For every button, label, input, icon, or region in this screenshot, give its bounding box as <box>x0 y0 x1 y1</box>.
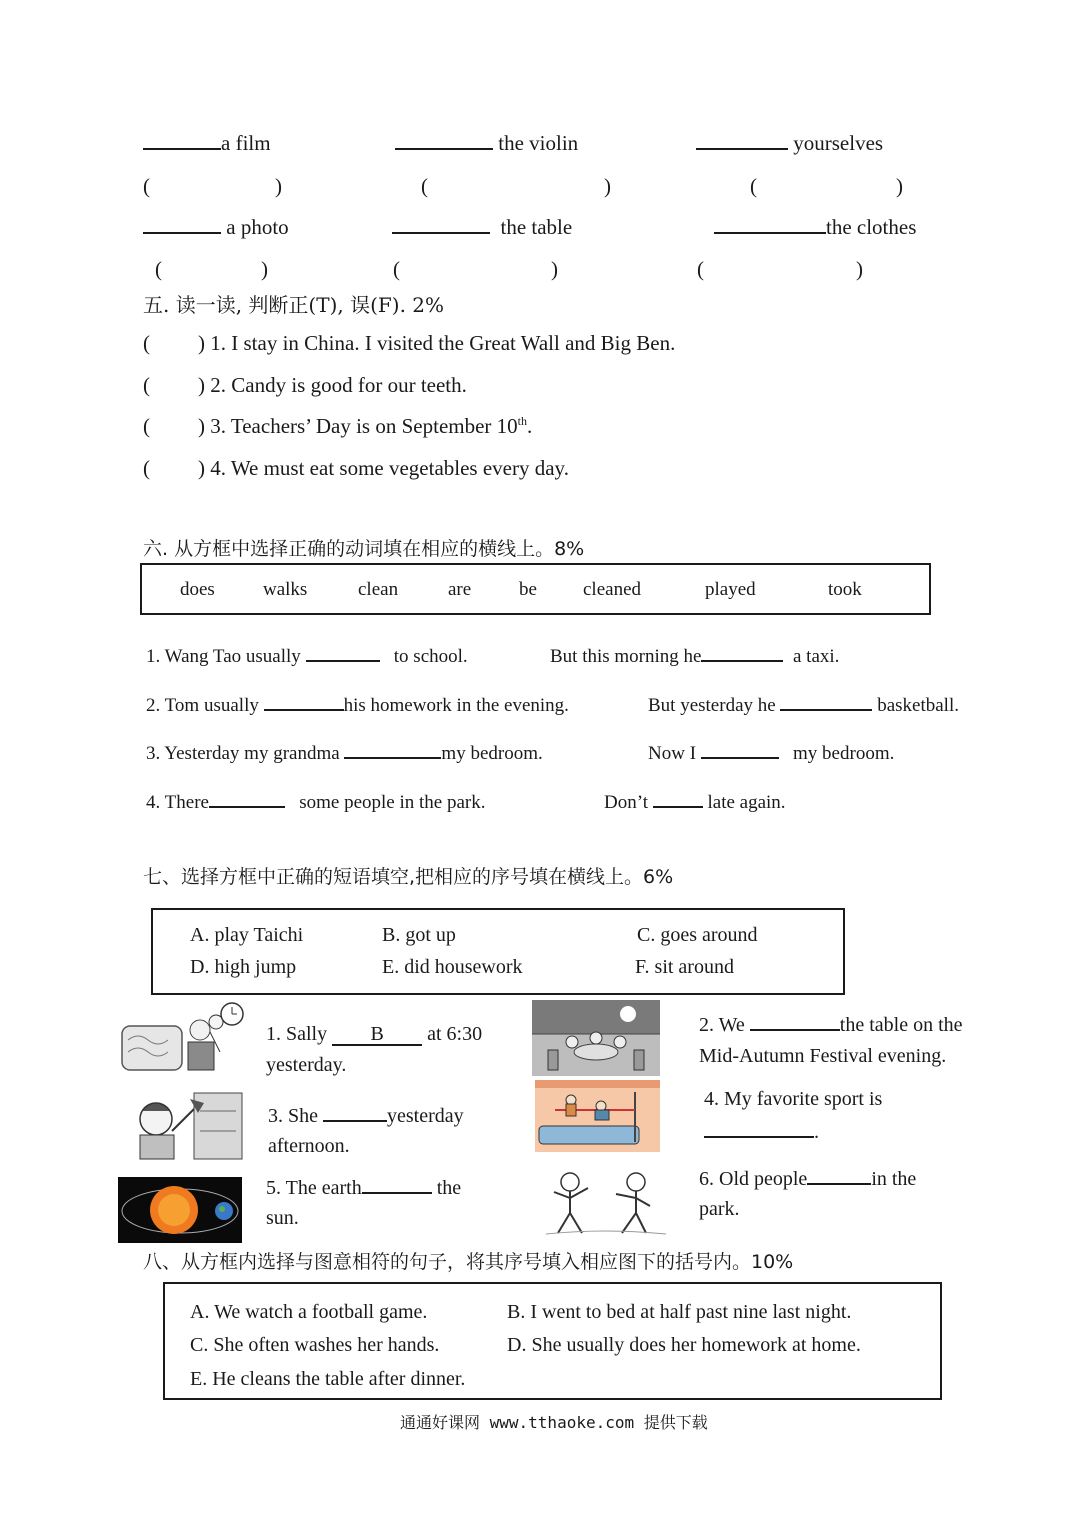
phrase-a-film: a film <box>143 131 271 156</box>
phrase-yourselves: yourselves <box>696 131 883 156</box>
fill-sentence-1: 1. Wang Tao usually to school. <box>146 646 468 667</box>
mid-autumn-picture <box>532 1000 660 1076</box>
question-5-cont: sun. <box>266 1207 299 1229</box>
sentence-option-d: D. She usually does her homework at home. <box>507 1334 861 1356</box>
paren-close: ) <box>551 257 558 281</box>
answer-blank[interactable] <box>807 1167 871 1185</box>
paren-close: ) <box>856 257 863 281</box>
word: played <box>705 579 756 600</box>
question-5: 5. The earth the <box>266 1177 462 1199</box>
option-e: E. did housework <box>382 956 523 978</box>
paren-open: ( <box>750 174 757 198</box>
tf-item: ( ) 1. I stay in China. I visited the Great Wall and Big Ben. <box>143 331 676 355</box>
paren-open: ( <box>421 174 428 198</box>
getting-up-picture <box>120 1000 246 1076</box>
tf-item: ( ) 2. Candy is good for our teeth. <box>143 373 467 397</box>
paren-close: ) <box>275 174 282 198</box>
question-2-cont: Mid-Autumn Festival evening. <box>699 1045 947 1067</box>
fill-sentence-1b: But this morning he a taxi. <box>550 646 840 667</box>
fill-sentence-4: 4. There some people in the park. <box>146 792 486 813</box>
answer-blank[interactable] <box>362 1176 432 1194</box>
option-d: D. high jump <box>190 956 297 978</box>
tf-item: ( ) 4. We must eat some vegetables every day. <box>143 456 569 480</box>
tf-item: ( ) 3. Teachers’ Day is on September 10th. <box>143 414 533 438</box>
word: walks <box>263 579 308 600</box>
option-a: A. play Taichi <box>190 924 304 946</box>
blank[interactable] <box>714 216 826 234</box>
housework-picture <box>120 1091 244 1163</box>
high-jump-picture <box>535 1080 660 1152</box>
fill-sentence-4b: Don’t late again. <box>604 792 786 813</box>
fill-sentence-2: 2. Tom usually his homework in the evening. <box>146 695 569 716</box>
blank[interactable] <box>701 644 783 662</box>
sentence-option-b: B. I went to bed at half past nine last night. <box>507 1301 852 1323</box>
taichi-picture <box>540 1166 668 1238</box>
paren-open: ( <box>155 257 162 281</box>
question-4: 4. My favorite sport is <box>704 1088 883 1110</box>
option-b: B. got up <box>382 924 456 946</box>
word: took <box>828 579 862 600</box>
sentence-option-e: E. He cleans the table after dinner. <box>190 1368 466 1390</box>
paren-open: ( <box>393 257 400 281</box>
blank[interactable] <box>696 132 788 150</box>
paren-close: ) <box>261 257 268 281</box>
phrase-the-violin: the violin <box>395 131 578 156</box>
word: cleaned <box>583 579 642 600</box>
phrase-the-table: the table <box>392 215 572 240</box>
blank[interactable] <box>306 644 380 662</box>
question-3: 3. She yesterday <box>268 1105 464 1127</box>
question-6: 6. Old people in the <box>699 1168 917 1190</box>
section5-title: 五. 读一读, 判断正(T), 误(F). 2% <box>143 293 445 317</box>
blank[interactable] <box>143 216 221 234</box>
answer-blank[interactable] <box>704 1120 814 1138</box>
blank[interactable] <box>264 693 344 711</box>
question-2: 2. We the table on the <box>699 1014 963 1036</box>
word: does <box>180 579 215 600</box>
section7-title: 七、选择方框中正确的短语填空,把相应的序号填在横线上。6% <box>143 866 674 888</box>
question-1: 1. Sally B at 6:30 <box>266 1023 483 1045</box>
phrase-box <box>151 908 845 995</box>
question-3-cont: afternoon. <box>268 1135 350 1157</box>
answer-blank[interactable] <box>323 1104 387 1122</box>
option-f: F. sit around <box>635 956 734 978</box>
phrase-a-photo: a photo <box>143 215 289 240</box>
word: clean <box>358 579 399 600</box>
fill-sentence-2b: But yesterday he basketball. <box>648 695 959 716</box>
paren-close: ) <box>896 174 903 198</box>
sentence-option-c: C. She often washes her hands. <box>190 1334 440 1356</box>
fill-sentence-3b: Now I my bedroom. <box>648 743 895 764</box>
filled-answer: B <box>370 1023 384 1045</box>
blank[interactable] <box>653 790 703 808</box>
paren-open: ( <box>143 174 150 198</box>
paren-open: ( <box>697 257 704 281</box>
paren-close: ) <box>604 174 611 198</box>
blank[interactable] <box>143 132 221 150</box>
question-6-cont: park. <box>699 1198 740 1220</box>
phrase-the-clothes: the clothes <box>714 215 916 240</box>
sentence-option-a: A. We watch a football game. <box>190 1301 428 1323</box>
footer-watermark: 通通好课网 www.tthaoke.com 提供下载 <box>400 1413 708 1432</box>
answer-blank[interactable] <box>332 1024 422 1046</box>
fill-sentence-3: 3. Yesterday my grandma my bedroom. <box>146 743 543 764</box>
earth-sun-picture <box>118 1177 242 1243</box>
blank[interactable] <box>344 741 441 759</box>
word: be <box>519 579 537 600</box>
answer-blank[interactable] <box>750 1013 840 1031</box>
blank[interactable] <box>395 132 493 150</box>
option-c: C. goes around <box>637 924 758 946</box>
section8-title: 八、从方框内选择与图意相符的句子，将其序号填入相应图下的括号内。10% <box>143 1251 794 1273</box>
section6-title: 六. 从方框中选择正确的动词填在相应的横线上。8% <box>143 538 585 560</box>
blank[interactable] <box>209 790 285 808</box>
blank[interactable] <box>780 693 872 711</box>
question-4-cont: . <box>704 1120 819 1144</box>
blank[interactable] <box>392 216 490 234</box>
blank[interactable] <box>701 741 779 759</box>
word: are <box>448 579 472 600</box>
question-1-cont: yesterday. <box>266 1054 347 1076</box>
